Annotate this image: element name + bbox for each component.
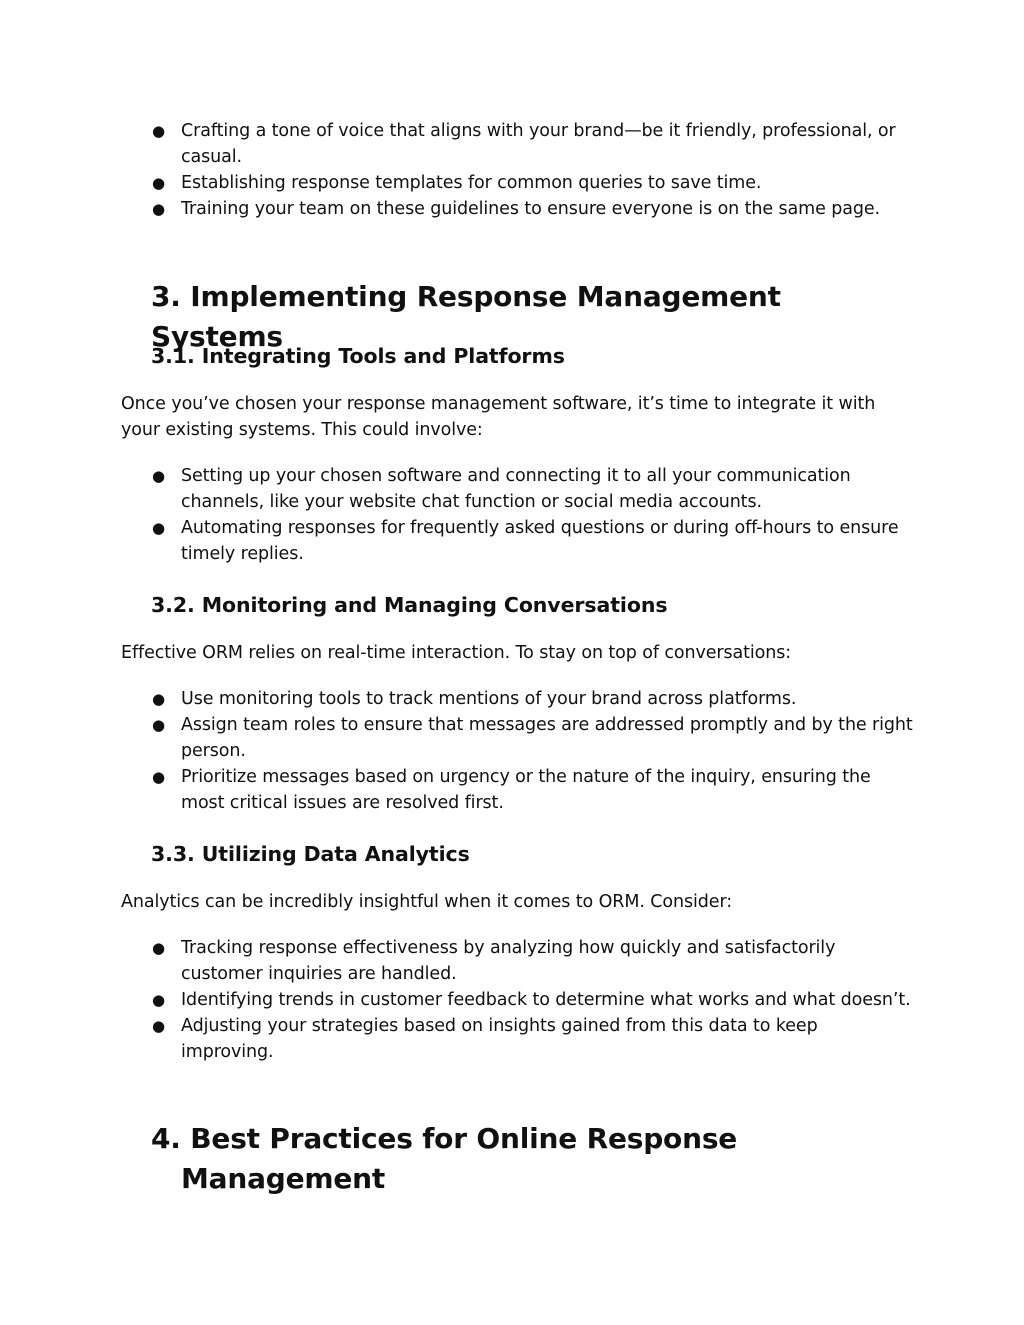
list-item: ● Adjusting your strategies based on insights gained from this data to keep improving. <box>181 1013 914 1065</box>
subsection-3-2-bullets-block <box>0 686 1024 816</box>
bullet-icon: ● <box>152 122 165 140</box>
section-4-heading-block <box>0 1119 1024 1199</box>
section-heading: 3. Implementing Response Management Systems <box>151 280 781 353</box>
bullet-icon: ● <box>152 690 165 708</box>
subsection-heading: 3.2. Monitoring and Managing Conversations <box>151 593 668 617</box>
list-item: ● Crafting a tone of voice that aligns with your brand—be it friendly, professional, or casual. <box>181 118 914 170</box>
list-item: ● Use monitoring tools to track mentions of your brand across platforms. <box>181 686 914 712</box>
list-item: ● Identifying trends in customer feedback to determine what works and what doesn’t. <box>181 987 914 1013</box>
subsection-3-3-bullets-block <box>0 935 1024 1065</box>
list-item: ● Setting up your chosen software and connecting it to all your communication channels, like your website chat function or social media accounts. <box>181 463 914 515</box>
bullet-icon: ● <box>152 174 165 192</box>
section-heading: 4. Best Practices for Online Response Management <box>151 1122 738 1195</box>
list-item: ● Automating responses for frequently asked questions or during off-hours to ensure timely replies. <box>181 515 914 567</box>
subsection-3-1-heading-block <box>0 342 1024 370</box>
list-item: ● Assign team roles to ensure that messages are addressed promptly and by the right person. <box>181 712 914 764</box>
list-item: ● Tracking response effectiveness by analyzing how quickly and satisfactorily customer inquiries are handled. <box>181 935 914 987</box>
bullet-list <box>0 463 1024 567</box>
list-item: ● Prioritize messages based on urgency or the nature of the inquiry, ensuring the most critical issues are resolved first. <box>181 764 914 816</box>
bullet-icon: ● <box>152 939 165 957</box>
bullet-list <box>0 686 1024 816</box>
subsection-3-2-paragraph-block <box>0 640 1024 666</box>
bullet-icon: ● <box>152 200 165 218</box>
bullet-list <box>0 935 1024 1065</box>
subsection-3-1-paragraph-block <box>0 391 1024 443</box>
list-item: ● Establishing response templates for common queries to save time. <box>181 170 914 196</box>
bullet-icon: ● <box>152 768 165 786</box>
subsection-3-3-heading-block <box>0 840 1024 868</box>
bullet-icon: ● <box>152 519 165 537</box>
bullet-icon: ● <box>152 1017 165 1035</box>
subsection-3-1-bullets-block <box>0 463 1024 567</box>
subsection-3-3-paragraph-block <box>0 889 1024 915</box>
subsection-heading: 3.3. Utilizing Data Analytics <box>151 842 470 866</box>
subsection-heading: 3.1. Integrating Tools and Platforms <box>151 344 565 368</box>
paragraph: Analytics can be incredibly insightful when it comes to ORM. Consider: <box>121 892 733 912</box>
paragraph: Effective ORM relies on real-time interaction. To stay on top of conversations: <box>121 643 792 663</box>
list-item: ● Training your team on these guidelines to ensure everyone is on the same page. <box>181 196 914 222</box>
intro-bullet-list <box>0 118 1024 222</box>
bullet-icon: ● <box>152 991 165 1009</box>
bullet-icon: ● <box>152 467 165 485</box>
subsection-3-2-heading-block <box>0 591 1024 619</box>
paragraph: Once you’ve chosen your response management software, it’s time to integrate it with your existing systems. This could involve: <box>121 394 876 440</box>
bullet-icon: ● <box>152 716 165 734</box>
intro-bullet-list-block <box>0 118 1024 222</box>
